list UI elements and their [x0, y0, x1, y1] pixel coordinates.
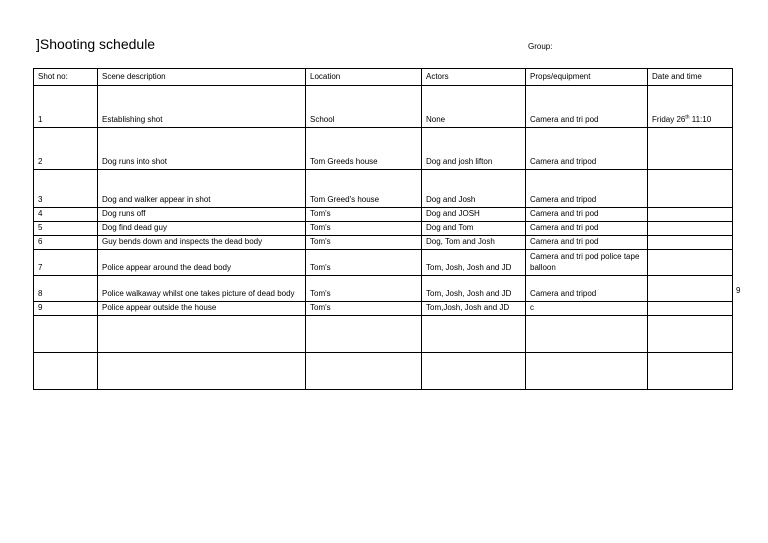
cell-scene: Guy bends down and inspects the dead body — [98, 236, 306, 250]
cell-props — [526, 316, 648, 353]
cell-shot: 1 — [34, 86, 98, 128]
cell-shot: 8 — [34, 276, 98, 302]
header-date-time: Date and time — [648, 69, 733, 86]
group-label: Group: — [528, 42, 553, 51]
time-text: 11:10 — [689, 115, 712, 124]
cell-location: Tom Greed's house — [306, 170, 422, 208]
cell-date — [648, 170, 733, 208]
table-row — [34, 208, 733, 222]
header-shot-no: Shot no: — [34, 69, 98, 86]
cell-shot: 6 — [34, 236, 98, 250]
cell-date — [648, 302, 733, 316]
cell-location — [306, 353, 422, 390]
table-row — [34, 316, 733, 353]
table-row — [34, 353, 733, 390]
header-actors: Actors — [422, 69, 526, 86]
cell-actors: Dog, Tom and Josh — [422, 236, 526, 250]
cell-actors: None — [422, 86, 526, 128]
cell-actors: Dog and josh lifton — [422, 128, 526, 170]
cell-date — [648, 128, 733, 170]
cell-scene: Dog runs off — [98, 208, 306, 222]
cell-props: Camera and tripod — [526, 128, 648, 170]
cell-props: Camera and tri pod — [526, 236, 648, 250]
table-row — [34, 236, 733, 250]
cell-actors: Tom,Josh, Josh and JD — [422, 302, 526, 316]
table-row — [34, 170, 733, 208]
cell-shot: 4 — [34, 208, 98, 222]
cell-scene — [98, 353, 306, 390]
cell-actors: Dog and Josh — [422, 170, 526, 208]
header-props: Props/equipment — [526, 69, 648, 86]
cell-location: Tom's — [306, 302, 422, 316]
stray-number: 9 — [736, 286, 741, 295]
cell-date — [648, 316, 733, 353]
cell-props: c — [526, 302, 648, 316]
cell-shot: 3 — [34, 170, 98, 208]
cell-shot — [34, 316, 98, 353]
cell-props: Camera and tripod — [526, 170, 648, 208]
cell-shot: 5 — [34, 222, 98, 236]
cell-location: School — [306, 86, 422, 128]
cell-props: Camera and tri pod — [526, 222, 648, 236]
cell-shot: 7 — [34, 250, 98, 276]
table-row — [34, 302, 733, 316]
cell-date — [648, 236, 733, 250]
cell-location — [306, 316, 422, 353]
table-row — [34, 86, 733, 128]
cell-scene: Dog find dead guy — [98, 222, 306, 236]
cell-date — [648, 353, 733, 390]
cell-actors: Tom, Josh, Josh and JD — [422, 276, 526, 302]
cell-scene — [98, 316, 306, 353]
cell-shot — [34, 353, 98, 390]
header-scene-description: Scene description — [98, 69, 306, 86]
cell-date — [648, 276, 733, 302]
table-row — [34, 276, 733, 302]
cell-location: Tom Greeds house — [306, 128, 422, 170]
cell-scene: Police walkaway whilst one takes picture of dead body — [98, 276, 306, 302]
date-suffix: th — [685, 114, 690, 121]
table-row — [34, 222, 733, 236]
cell-actors: Dog and JOSH — [422, 208, 526, 222]
shooting-schedule-table — [33, 68, 733, 390]
table-row — [34, 128, 733, 170]
cell-location: Tom's — [306, 250, 422, 276]
cell-props: Camera and tri pod police tape balloon — [526, 250, 648, 276]
cell-date — [648, 222, 733, 236]
table-header-row — [34, 69, 733, 86]
cell-scene: Police appear around the dead body — [98, 250, 306, 276]
page-title: ]Shooting schedule — [36, 36, 156, 52]
cell-props: Camera and tri pod — [526, 86, 648, 128]
cell-scene: Dog runs into shot — [98, 128, 306, 170]
cell-scene: Dog and walker appear in shot — [98, 170, 306, 208]
cell-actors: Tom, Josh, Josh and JD — [422, 250, 526, 276]
cell-location: Tom's — [306, 208, 422, 222]
cell-scene: Police appear outside the house — [98, 302, 306, 316]
cell-props: Camera and tripod — [526, 276, 648, 302]
cell-location: Tom's — [306, 236, 422, 250]
cell-date — [648, 208, 733, 222]
cell-shot: 9 — [34, 302, 98, 316]
cell-location: Tom's — [306, 222, 422, 236]
cell-actors: Dog and Tom — [422, 222, 526, 236]
cell-props: Camera and tri pod — [526, 208, 648, 222]
cell-props — [526, 353, 648, 390]
cell-shot: 2 — [34, 128, 98, 170]
cell-date — [648, 86, 733, 128]
table-row — [34, 250, 733, 276]
cell-actors — [422, 353, 526, 390]
cell-location: Tom's — [306, 276, 422, 302]
cell-actors — [422, 316, 526, 353]
cell-scene: Establishing shot — [98, 86, 306, 128]
date-text: Friday 26 — [652, 115, 686, 124]
cell-date — [648, 250, 733, 276]
header-location: Location — [306, 69, 422, 86]
